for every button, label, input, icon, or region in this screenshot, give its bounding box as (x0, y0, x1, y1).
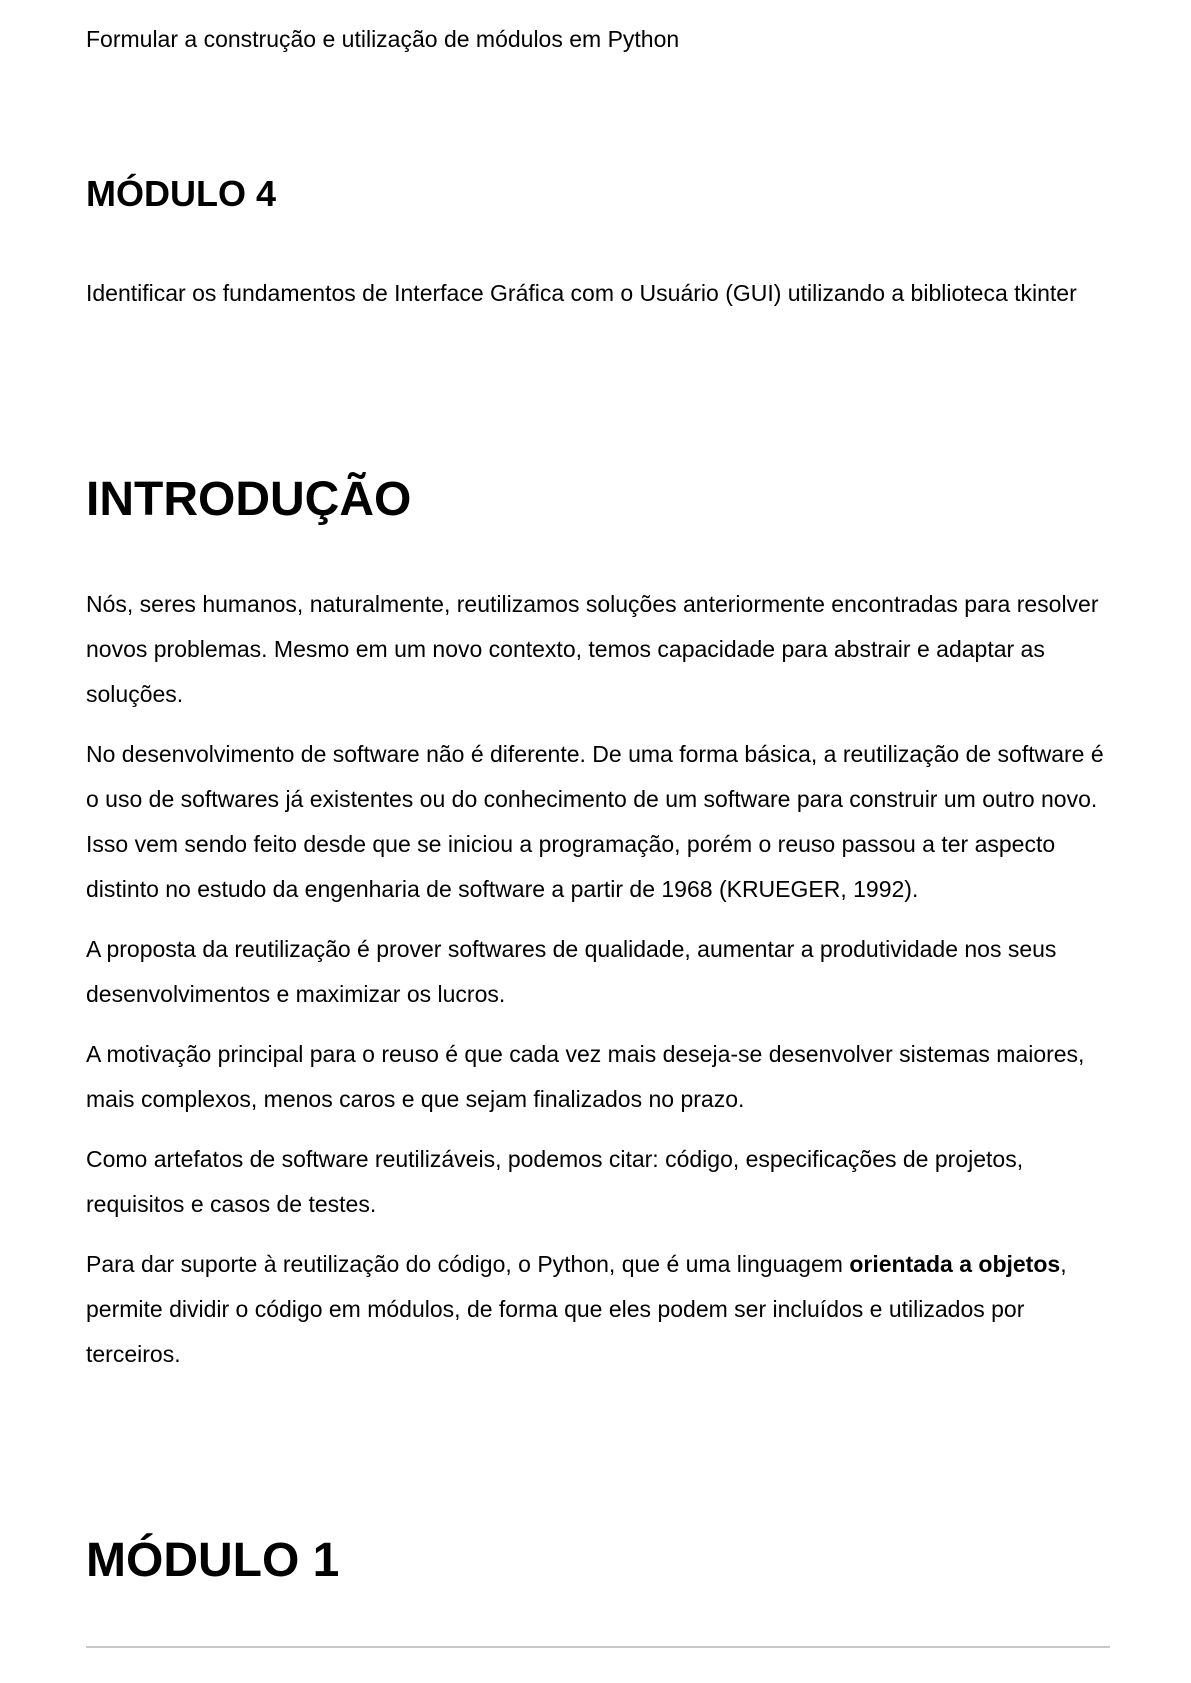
intro-paragraph-2: No desenvolvimento de software não é diferente. De uma forma básica, a reutilização de software é o uso de softwares já existentes ou do conhecimento de um software para construir um outro novo. Isso vem sendo feito desde que se iniciou a programação, porém o reuso passou a ter aspecto distinto no estudo da engenharia de software a partir de 1968 (KRUEGER, 1992). (86, 741, 1104, 902)
modulo4-heading: MÓDULO 4 (86, 173, 277, 214)
intro-paragraph-3: A proposta da reutilização é prover softwares de qualidade, aumentar a produtividade nos seus desenvolvimentos e maximizar os lucros. (86, 936, 1057, 1007)
intro-paragraph-5: Como artefatos de software reutilizáveis, podemos citar: código, especificações de projetos, requisitos e casos de testes. (86, 1146, 1024, 1217)
modulo4-description: Identificar os fundamentos de Interface Gráfica com o Usuário (GUI) utilizando a biblioteca tkinter (86, 280, 1077, 306)
introducao-heading: INTRODUÇÃO (86, 473, 412, 526)
intro-paragraph-1: Nós, seres humanos, naturalmente, reutilizamos soluções anteriormente encontradas para resolver novos problemas. Mesmo em um novo contexto, temos capacidade para abstrair e adaptar as soluções. (86, 591, 1099, 707)
modulo1-heading: MÓDULO 1 (86, 1534, 340, 1587)
module-objective-text: Formular a construção e utilização de módulos em Python (86, 26, 680, 52)
intro-paragraph-6-start: Para dar suporte à reutilização do código, o Python, que é uma linguagem (86, 1251, 850, 1277)
introducao-body (86, 582, 1116, 1392)
intro-paragraph-6-bold: orientada a objetos (849, 1251, 1061, 1277)
intro-paragraph-6-end: , permite dividir o código em módulos, de forma que eles podem ser incluídos e utilizados por terceiros. (86, 1251, 1067, 1367)
intro-paragraph-6 (86, 1242, 1116, 1377)
section-divider (86, 1646, 1110, 1648)
intro-paragraph-4: A motivação principal para o reuso é que cada vez mais deseja-se desenvolver sistemas maiores, mais complexos, menos caros e que sejam finalizados no prazo. (86, 1041, 1085, 1112)
